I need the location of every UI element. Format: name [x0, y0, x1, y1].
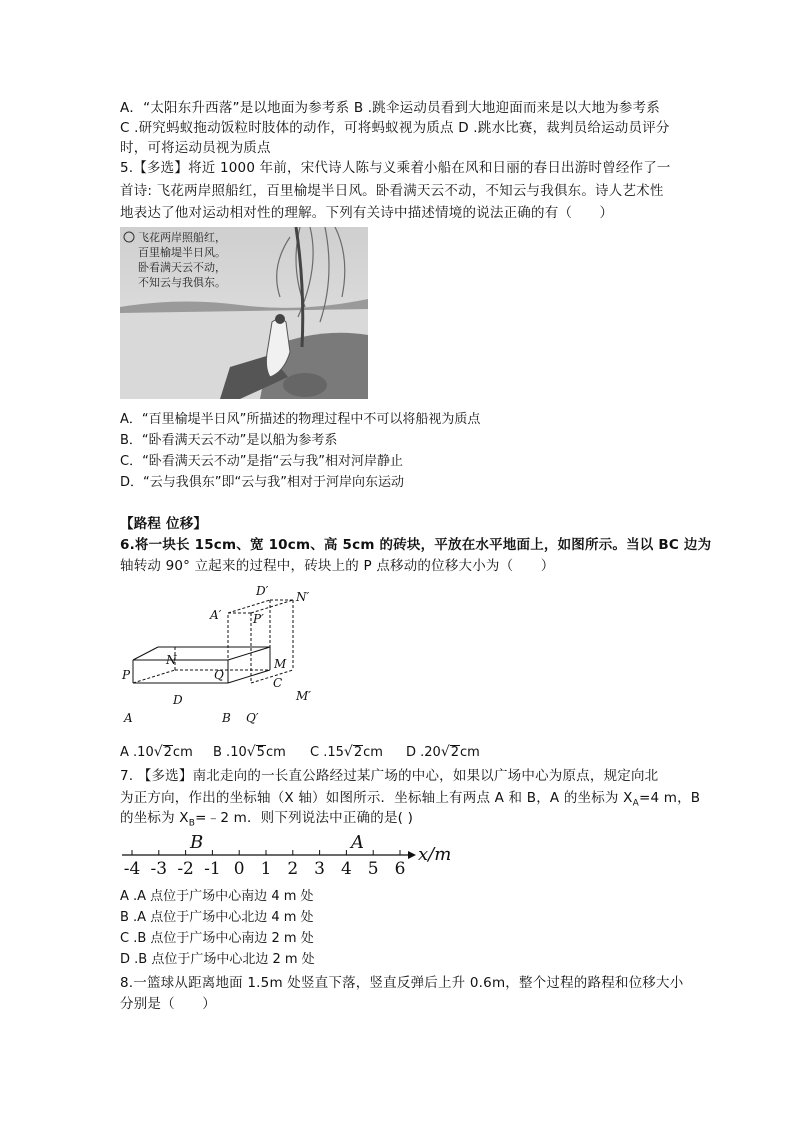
- q5-option-c: C．“卧看满天云不动”是指“云与我”相对河岸静止: [120, 454, 404, 469]
- q6-stem-line2: 轴转动 90° 立起来的过程中，砖块上的 P 点移动的位移大小为（ ）: [120, 558, 555, 574]
- q7-option-d: D .B 点位于广场中心北边 2 m 处: [120, 952, 315, 967]
- axis-tick-label: 2: [287, 859, 299, 878]
- q6-option-d: D .20√2cm: [406, 744, 480, 760]
- q4-options-line3: 时，可将运动员视为质点: [120, 140, 271, 156]
- brick-diagram: [118, 583, 328, 725]
- axis-tick-label: -3: [150, 859, 168, 878]
- label-Q: Q: [214, 668, 224, 682]
- label-Q-prime: Q′: [246, 711, 259, 725]
- label-B: B: [222, 711, 231, 725]
- q5-stem-line2: 首诗: 飞花两岸照船红，百里榆堤半日风。卧看满天云不动，不知云与我俱东。诗人艺术性: [120, 183, 664, 199]
- q6-option-b: B .10√5cm: [213, 744, 286, 760]
- q7-stem-line1: 7. 【多选】南北走向的一长直公路经过某广场的中心，如果以广场中心为原点，规定向北: [120, 768, 659, 784]
- axis-tick-label: -2: [177, 859, 194, 878]
- label-P-prime: P′: [253, 612, 264, 626]
- label-D: D: [173, 693, 183, 707]
- q5-stem-line3: 地表达了他对运动相对性的理解。下列有关诗中描述情境的说法正确的有（ ）: [120, 205, 614, 221]
- axis-tick-label: 1: [260, 859, 272, 878]
- q6-option-a: A .10√2cm: [120, 744, 193, 760]
- q5-stem-line1: 5.【多选】将近 1000 年前，宋代诗人陈与义乘着小船在风和日丽的春日出游时曾经作了一: [120, 160, 671, 176]
- label-M: M: [274, 657, 287, 671]
- axis-point-B: B: [190, 832, 204, 853]
- q6-stem-line1: 6.将一块长 15cm、宽 10cm、高 5cm 的砖块，平放在水平地面上，如图所示。当以 BC 边为: [120, 537, 712, 553]
- label-D-prime: D′: [256, 584, 269, 598]
- q7-stem-line3: 的坐标为 $X_B=﹣2$ m．则下列说法中正确的是( ): [120, 810, 414, 829]
- label-A-prime: A′: [210, 608, 222, 622]
- q5-option-d: D．“云与我俱东”即“云与我”相对于河岸向东运动: [120, 475, 404, 490]
- label-C: C: [273, 676, 283, 690]
- label-P: P: [122, 668, 131, 682]
- poem-line-3: 卧看满天云不动，: [138, 261, 226, 274]
- label-N-prime: N′: [296, 590, 310, 604]
- q8-stem-line1: 8.一篮球从距离地面 1.5m 处竖直下落，竖直反弹后上升 0.6m，整个过程的路程和位移大小: [120, 975, 684, 991]
- axis-unit-label: x/m: [418, 844, 452, 865]
- label-M-prime: M′: [296, 689, 312, 703]
- poem-line-4: 不知云与我俱东。: [138, 276, 226, 289]
- label-N: N: [166, 653, 177, 667]
- poem-illustration: [120, 227, 368, 399]
- q7-stem-line2: 为正方向，作出的坐标轴（X 轴）如图所示．坐标轴上有两点 A 和 B，A 的坐标为 $X_A=4$ m，B: [120, 790, 701, 809]
- q7-option-b: B .A 点位于广场中心北边 4 m 处: [120, 910, 314, 925]
- coordinate-axis: [118, 828, 458, 878]
- axis-tick-label: 4: [340, 859, 352, 878]
- axis-point-A: A: [351, 832, 364, 853]
- axis-tick-label: 3: [314, 859, 326, 878]
- axis-tick-label: -1: [204, 859, 221, 878]
- q6-option-c: C .15√2cm: [310, 744, 383, 760]
- q4-options-line2: C .研究蚂蚁拖动饭粒时肢体的动作，可将蚂蚁视为质点 D .跳水比赛，裁判员给运动员评分: [120, 120, 670, 136]
- q7-option-a: A .A 点位于广场中心南边 4 m 处: [120, 889, 314, 904]
- section-heading: 【路程 位移】: [120, 516, 208, 532]
- axis-tick-label: -4: [123, 859, 141, 878]
- poem-line-1: 飞花两岸照船红，: [138, 231, 226, 244]
- axis-tick-label: 6: [394, 859, 406, 878]
- q8-stem-line2: 分别是（ ）: [120, 996, 216, 1012]
- q5-option-a: A．“百里榆堤半日风”所描述的物理过程中不可以将船视为质点: [120, 412, 481, 427]
- axis-tick-label: 0: [233, 859, 245, 878]
- axis-tick-label: 5: [367, 859, 379, 878]
- poem-line-2: 百里榆堤半日风。: [138, 246, 226, 259]
- label-A: A: [124, 711, 133, 725]
- q7-option-c: C .B 点位于广场中心南边 2 m 处: [120, 931, 314, 946]
- q4-options-line1: A．“太阳东升西落”是以地面为参考系 B .跳伞运动员看到大地迎面而来是以大地为参考系: [120, 100, 660, 116]
- q5-option-b: B．“卧看满天云不动”是以船为参考系: [120, 433, 338, 448]
